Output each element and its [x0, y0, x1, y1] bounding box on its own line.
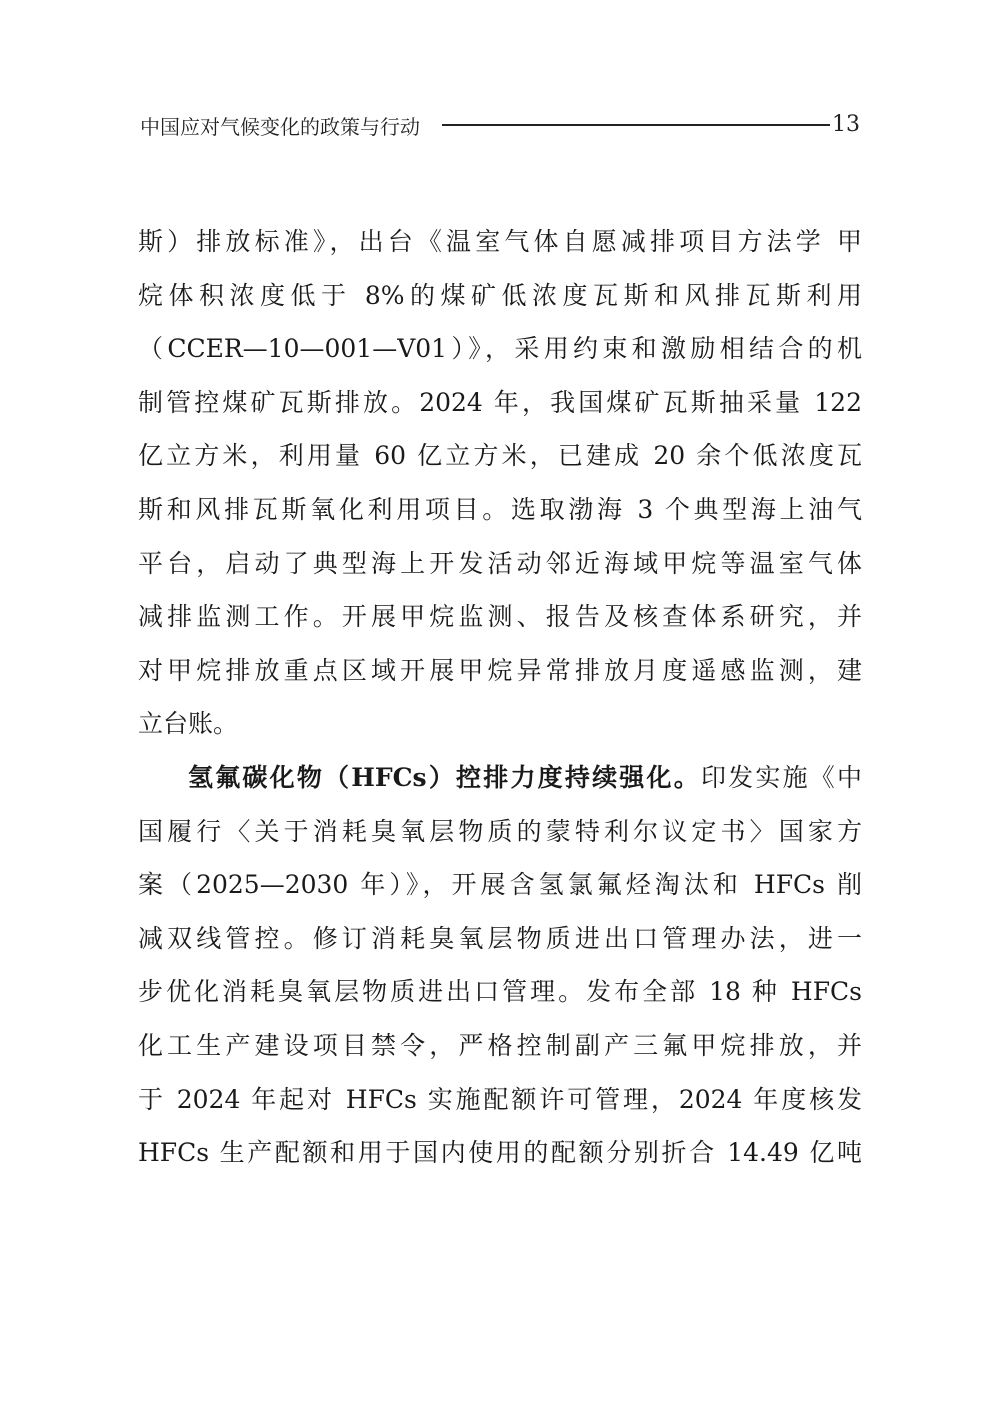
header-rule — [442, 124, 830, 126]
text-line: （CCER—10—001—V01）》，采用约束和激励相结合的机 — [138, 334, 862, 364]
text-line: 制管控煤矿瓦斯排放。2024 年，我国煤矿瓦斯抽采量 122 — [138, 387, 862, 417]
page-number: 13 — [832, 112, 860, 137]
paragraph-hfcs — [138, 751, 862, 1180]
text-line: 减双线管控。修订消耗臭氧层物质进出口管理办法，进一 — [138, 923, 862, 953]
paragraph-methane — [138, 215, 862, 751]
text-line: 案（2025—2030 年）》，开展含氢氯氟烃淘汰和 HFCs 削 — [138, 870, 862, 900]
text-line: HFCs 生产配额和用于国内使用的配额分别折合 14.49 亿吨 — [138, 1138, 862, 1168]
text-line: 国履行〈关于消耗臭氧层物质的蒙特利尔议定书〉国家方 — [138, 816, 862, 846]
running-header-title: 中国应对气候变化的政策与行动 — [140, 114, 420, 139]
text-line: 化工生产建设项目禁令，严格控制副产三氟甲烷排放，并 — [138, 1030, 862, 1060]
page-header — [140, 110, 860, 140]
text-line: 立台账。 — [138, 709, 239, 739]
text-line: 于 2024 年起对 HFCs 实施配额许可管理，2024 年度核发 — [138, 1084, 862, 1114]
text-line: 斯和风排瓦斯氧化利用项目。选取渤海 3 个典型海上油气 — [138, 494, 862, 524]
text-line: 斯）排放标准》，出台《温室气体自愿减排项目方法学 甲 — [138, 227, 862, 256]
text-line: 步优化消耗臭氧层物质进出口管理。发布全部 18 种 HFCs — [138, 977, 862, 1007]
first-line-text: 印发实施《中 — [700, 762, 862, 792]
text-line: 亿立方米，利用量 60 亿立方米，已建成 20 余个低浓度瓦 — [138, 441, 862, 471]
paragraph-lead-heading: 氢氟碳化物（HFCs）控排力度持续强化。 — [188, 762, 701, 792]
text-line: 烷体积浓度低于 8%的煤矿低浓度瓦斯和风排瓦斯利用 — [138, 280, 862, 310]
text-line: 平台，启动了典型海上开发活动邻近海域甲烷等温室气体 — [138, 548, 862, 578]
text-line: 对甲烷排放重点区域开展甲烷异常排放月度遥感监测，建 — [138, 655, 862, 685]
text-line: 减排监测工作。开展甲烷监测、报告及核查体系研究，并 — [138, 602, 862, 632]
body-text — [138, 215, 862, 1180]
text-line-first — [138, 751, 862, 805]
